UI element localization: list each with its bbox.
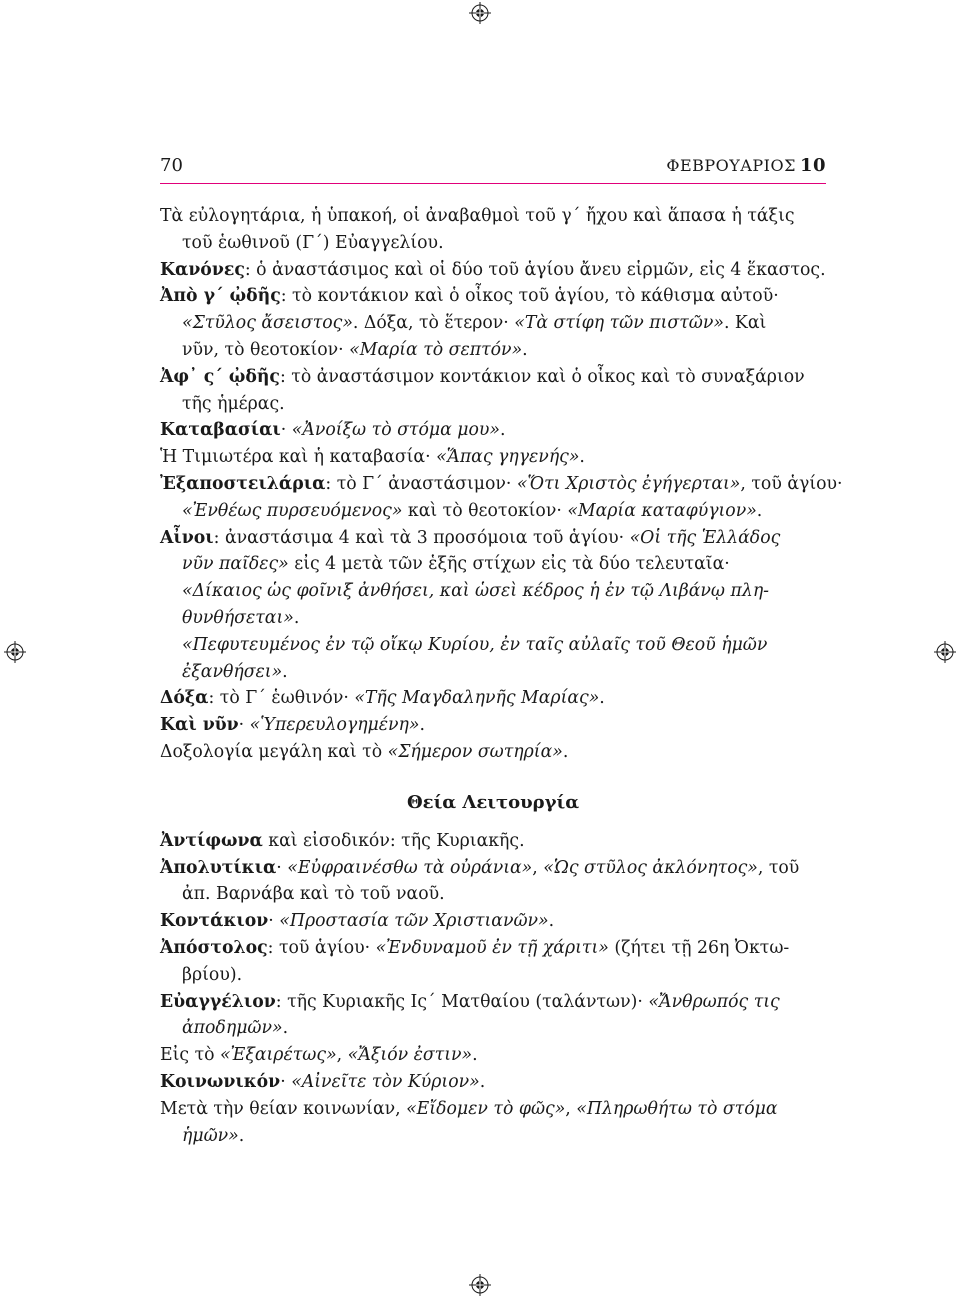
text-segment: , τοῦ	[757, 857, 800, 878]
text-line	[160, 417, 826, 444]
text-line	[160, 1069, 826, 1096]
registration-mark-icon	[4, 641, 26, 663]
text-segment: : τὸ κοντάκιον καὶ ὁ οἶκος τοῦ ἁγίου, τὸ κάθισμα αὐτοῦ·	[280, 286, 779, 307]
text-line	[160, 578, 826, 605]
text-segment: : ὁ ἀναστάσιμος καὶ οἱ δύο τοῦ ἁγίου ἄνευ εἱρμῶν, εἰς 4 ἕκαστος.	[244, 259, 826, 280]
rubric-label: Κανόνες	[160, 259, 245, 280]
text-segment: βρίου).	[182, 964, 243, 985]
running-title	[666, 155, 826, 176]
text-segment: ·	[268, 911, 280, 932]
hymn-incipit: «Τῆς Μαγδαληνῆς Μαρίας»	[354, 688, 600, 709]
rubric-label: Ἀφ᾽ ς´ ᾠδῆς	[160, 366, 280, 387]
hymn-incipit: «Οἱ τῆς Ἑλλάδος	[629, 527, 781, 548]
hymn-incipit: «Πεφυτευμένος ἐν τῷ οἴκῳ Κυρίου, ἐν ταῖς αὐλαῖς τοῦ Θεοῦ ἡμῶν	[182, 634, 768, 655]
day-number: 10	[799, 155, 826, 176]
text-segment: : τοῦ ἁγίου·	[267, 937, 376, 958]
text-line	[160, 203, 826, 230]
text-segment: : τὸ Γ´ ἀναστάσιμον·	[325, 473, 517, 494]
rubric-label: Ἀπολυτίκια	[160, 857, 277, 878]
rubric-label: Κοντάκιον	[160, 911, 269, 932]
hymn-incipit: «Ἀνοίξω τὸ στόμα μου»	[291, 420, 500, 441]
hymn-incipit: «Εὐφραινέσθω τὰ οὐράνια»	[287, 857, 533, 878]
text-segment: ,	[532, 857, 544, 878]
text-line	[160, 908, 826, 935]
text-segment: καὶ τὸ θεοτοκίον·	[402, 500, 568, 521]
text-segment: εἰς 4 μετὰ τῶν ἑξῆς στίχων εἰς τὰ δύο τελευταῖα·	[288, 554, 730, 575]
rubric-label: Ἀντίφωνα	[160, 830, 263, 851]
text-line	[160, 989, 826, 1016]
hymn-incipit: νῦν παῖδες»	[182, 554, 289, 575]
text-segment: .	[238, 1125, 245, 1146]
hymn-incipit: «Ἐνδυναμοῦ ἐν τῇ χάριτι»	[375, 937, 609, 958]
text-segment: τοῦ ἑωθινοῦ (Γ´) Εὐαγγελίου.	[182, 232, 444, 253]
text-line	[160, 257, 826, 284]
hymn-incipit: «Ἐνθέως πυρσευόμενος»	[182, 500, 403, 521]
text-line	[160, 1123, 826, 1150]
hymn-incipit: «Ἄνθρωπός τις	[648, 991, 780, 1012]
text-segment: ·	[276, 857, 288, 878]
text-segment: καὶ εἰσοδικόν: τῆς Κυριακῆς.	[262, 830, 525, 851]
body-text	[160, 203, 843, 1149]
text-line	[160, 828, 826, 855]
text-segment: : ἀναστάσιμα 4 καὶ τὰ 3 προσόμοια τοῦ ἁγίου·	[213, 527, 630, 548]
text-segment: Τὰ εὐλογητάρια, ἡ ὑπακοή, οἱ ἀναβαθμοὶ τοῦ γ´ ἤχου καὶ ἅπασα ἡ τάξις	[160, 206, 795, 226]
text-segment: Ἡ Τιμιωτέρα καὶ ἡ καταβασία·	[160, 447, 437, 468]
text-line	[160, 659, 826, 686]
text-line	[160, 935, 826, 962]
text-line	[160, 283, 826, 310]
text-line	[160, 391, 826, 418]
text-line	[160, 1096, 826, 1123]
text-line	[160, 712, 826, 739]
text-segment: νῦν, τὸ θεοτοκίον·	[182, 339, 350, 360]
section-heading: Θεία Λειτουργία	[406, 791, 580, 813]
rubric-label: Δόξα	[160, 688, 209, 709]
text-segment: ·	[280, 420, 292, 441]
text-line	[160, 632, 826, 659]
hymn-incipit: «Προστασία τῶν Χριστιανῶν»	[279, 911, 549, 932]
text-line	[160, 962, 826, 989]
hymn-incipit: «Ὑπερευλογημένη»	[249, 715, 420, 736]
month-name: ΦΕΒΡΟΥΑΡΙΟΣ	[666, 156, 796, 175]
hymn-incipit: «Δίκαιος ὡς φοῖνιξ ἀνθήσει, καὶ ὡσεὶ κέδρος ἡ ἐν τῷ Λιβάνῳ πλη-	[182, 581, 770, 602]
page-number: 70	[160, 155, 183, 176]
text-segment: Εἰς τὸ	[160, 1045, 221, 1066]
text-line	[160, 1042, 826, 1069]
text-segment: .	[579, 447, 585, 468]
text-line	[160, 471, 843, 498]
rubric-label: Ἀπόστολος	[160, 937, 268, 958]
text-segment: τῆς ἡμέρας.	[182, 393, 285, 414]
text-segment: .	[282, 661, 288, 682]
text-segment: .	[562, 741, 569, 762]
text-segment: : τὸ ἀναστάσιμον κοντάκιον καὶ ὁ οἶκος καὶ τὸ συναξάριον	[279, 366, 805, 387]
hymn-incipit: ἀποδημῶν»	[182, 1018, 283, 1039]
text-line	[160, 444, 826, 471]
registration-mark-icon	[934, 641, 956, 663]
hymn-incipit: θυνθήσεται»	[182, 607, 294, 628]
text-segment: .	[756, 500, 763, 521]
text-line	[160, 605, 826, 632]
rubric-label: Καὶ νῦν	[160, 715, 239, 736]
text-segment: ,	[565, 1098, 577, 1119]
text-segment: Μετὰ τὴν θείαν κοινωνίαν,	[160, 1098, 407, 1119]
hymn-incipit: ἡμῶν»	[182, 1125, 239, 1146]
text-line	[160, 230, 826, 257]
text-segment: .	[522, 339, 528, 360]
text-segment: .	[499, 420, 506, 441]
rubric-label: Ἀπὸ γ´ ᾠδῆς	[160, 286, 281, 307]
hymn-incipit: «Εἴδομεν τὸ φῶς»	[406, 1098, 566, 1119]
hymn-incipit: «Σήμερον σωτηρία»	[387, 741, 563, 762]
hymn-incipit: «Μαρία τὸ σεπτόν»	[349, 339, 523, 360]
rubric-label: Αἶνοι	[160, 527, 214, 548]
text-segment: . Καὶ	[723, 313, 767, 334]
hymn-incipit: «Ὅτι Χριστὸς ἐγήγερται»	[516, 473, 741, 494]
text-segment: ,	[336, 1045, 348, 1066]
text-segment: .	[293, 607, 300, 628]
page-header	[160, 155, 826, 184]
text-segment: (ζήτει τῇ 26η Ὀκτω-	[608, 937, 790, 958]
text-segment: .	[479, 1071, 486, 1092]
text-line	[160, 525, 826, 552]
hymn-incipit: «Μαρία καταφύγιον»	[567, 500, 757, 521]
text-segment: Δοξολογία μεγάλη καὶ τὸ	[160, 741, 388, 762]
text-segment: : τὸ Γ´ ἑωθινόν·	[208, 688, 355, 709]
text-segment: : τῆς Κυριακῆς Ις´ Ματθαίου (ταλάντων)·	[275, 991, 649, 1012]
text-segment: ἀπ. Βαρνάβα καὶ τὸ τοῦ ναοῦ.	[182, 884, 445, 905]
text-line	[160, 364, 826, 391]
text-line	[160, 337, 826, 364]
hymn-incipit: «Αἰνεῖτε τὸν Κύριον»	[291, 1071, 480, 1092]
text-line	[160, 498, 826, 525]
text-segment: .	[599, 688, 605, 709]
text-segment: .	[419, 715, 425, 736]
hymn-incipit: «Τὰ στίφη τῶν πιστῶν»	[514, 313, 724, 334]
hymn-incipit: «Ὡς στῦλος ἀκλόνητος»	[543, 857, 758, 878]
rubric-label: Κοινωνικόν	[160, 1071, 281, 1092]
rubric-label: Εὐαγγέλιον	[160, 991, 276, 1012]
text-segment: ·	[238, 715, 250, 736]
registration-mark-icon	[469, 1274, 491, 1296]
text-line	[160, 310, 826, 337]
hymn-incipit: «Πληρωθήτω τὸ στόμα	[576, 1098, 778, 1119]
text-line	[160, 551, 826, 578]
text-line	[160, 685, 826, 712]
text-line	[160, 1015, 826, 1042]
text-line	[160, 881, 826, 908]
text-segment: , τοῦ ἁγίου·	[740, 473, 843, 494]
hymn-incipit: «Ἄξιόν ἐστιν»	[347, 1045, 473, 1066]
text-line	[160, 739, 826, 766]
text-segment: .	[282, 1018, 289, 1039]
text-segment: ·	[280, 1071, 292, 1092]
text-segment: .	[472, 1045, 478, 1066]
hymn-incipit: «Ἐξαιρέτως»	[220, 1045, 337, 1066]
registration-mark-icon	[469, 2, 491, 24]
rubric-label: Ἐξαποστειλάρια	[160, 473, 326, 494]
hymn-incipit: «Στῦλος ἄσειστος»	[182, 313, 353, 334]
text-segment: . Δόξα, τὸ ἕτερον·	[352, 313, 515, 334]
text-segment: .	[548, 911, 555, 932]
hymn-incipit: ἐξανθήσει»	[182, 661, 283, 682]
text-line	[160, 855, 826, 882]
hymn-incipit: «Ἅπας γηγενής»	[436, 447, 580, 468]
rubric-label: Καταβασίαι	[160, 420, 281, 441]
